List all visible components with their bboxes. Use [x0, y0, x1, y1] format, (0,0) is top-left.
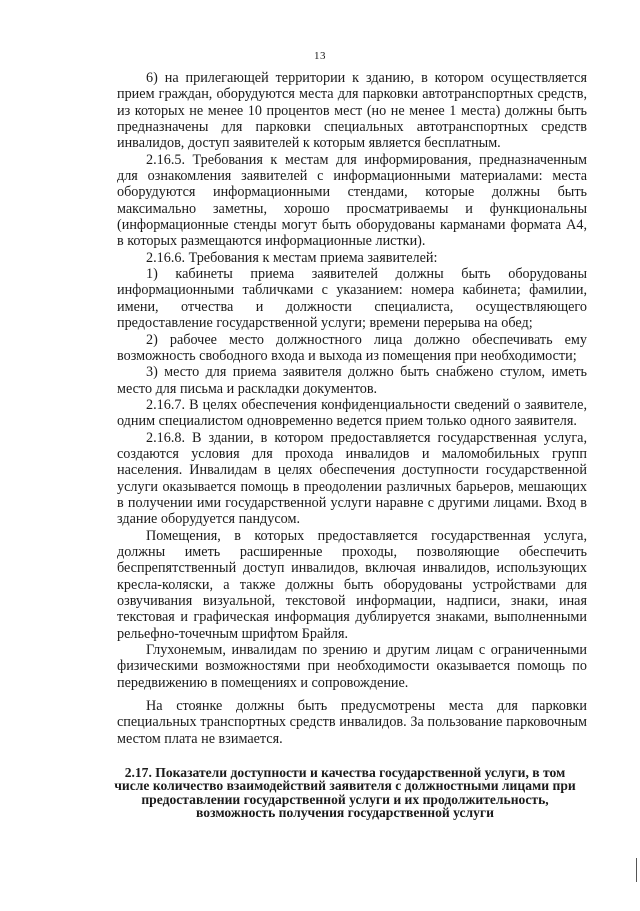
paragraph-item-1-offices: 1) кабинеты приема заявителей должны быть оборудованы информационными табличками с указанием: номера кабинета; фамилии, имени, отчества и должности специалиста, осуществляющего предоставление государственной услуги; времени перерыва на обед;: [117, 266, 587, 332]
paragraph-parking-lot: На стоянке должны быть предусмотрены места для парковки специальных транспортных средств инвалидов. За пользование парковочным местом плата не взимается.: [117, 698, 587, 747]
paragraph-premises-passages: Помещения, в которых предоставляется государственная услуга, должны иметь расширенные проходы, позволяющие обеспечить беспрепятственный доступ инвалидов, включая инвалидов, использующих кресла-коляски, а также должны быть оборудованы устройствами для озвучивания визуальной, текстовой информации, надписи, знаки, иная текстовая и графическая информация дублируется знаками, выполненными рельефно-точечным шрифтом Брайля.: [117, 527, 587, 642]
paragraph-2-16-8-accessibility: 2.16.8. В здании, в котором предоставляется государственная услуга, создаются условия для прохода инвалидов и маломобильных групп населения. Инвалидам в целях обеспечения доступности государственной услуги оказывается помощь в преодолении различных барьеров, мешающих в получении ими государственной услуги наравне с другими лицами. Вход в здание оборудуется пандусом.: [117, 429, 587, 528]
paragraph-item-3-seat: 3) место для приема заявителя должно быть снабжено стулом, иметь место для письма и раскладки документов.: [117, 364, 587, 397]
scan-edge-mark: [636, 858, 637, 882]
paragraph-deaf-blind-assistance: Глухонемым, инвалидам по зрению и другим лицам с ограниченными физическими возможностями при необходимости оказывается помощь по передвижению в помещениях и сопровождение.: [117, 642, 587, 691]
body-text: [117, 70, 587, 747]
page-number: 13: [314, 50, 326, 62]
paragraph-2-16-6-reception-places: 2.16.6. Требования к местам приема заявителей:: [146, 249, 438, 266]
paragraph-item-2-workplace: 2) рабочее место должностного лица должно обеспечивать ему возможность свободного входа и выхода из помещения при необходимости;: [117, 331, 587, 364]
paragraph-parking-territory: 6) на прилегающей территории к зданию, в котором осуществляется прием граждан, оборудуются места для парковки автотранспортных средств, из которых не менее 10 процентов мест (но не менее 1 места) должны быть предназначены для парковки специальных автотранспортных средств инвалидов, доступ заявителей к которым является бесплатным.: [117, 70, 587, 152]
paragraph-2-16-5-info-places: 2.16.5. Требования к местам для информирования, предназначенным для ознакомления заявителей с информационными материалами: места оборудуются информационными стендами, которые должны быть максимально заметны, хорошо просматриваемы и функциональны (информационные стенды могут быть оборудованы карманами формата А4, в которых размещаются информационные листки).: [117, 151, 587, 250]
section-heading-2-17: 2.17. Показатели доступности и качества государственной услуги, в том числе количество взаимодействий заявителя с должностными лицами при предоставлении государственной услуги и их продолжительность, возможность получения государственной услуги: [114, 765, 576, 821]
paragraph-2-16-7-confidentiality: 2.16.7. В целях обеспечения конфиденциальности сведений о заявителе, одним специалистом одновременно ведется прием только одного заявителя.: [117, 396, 587, 430]
